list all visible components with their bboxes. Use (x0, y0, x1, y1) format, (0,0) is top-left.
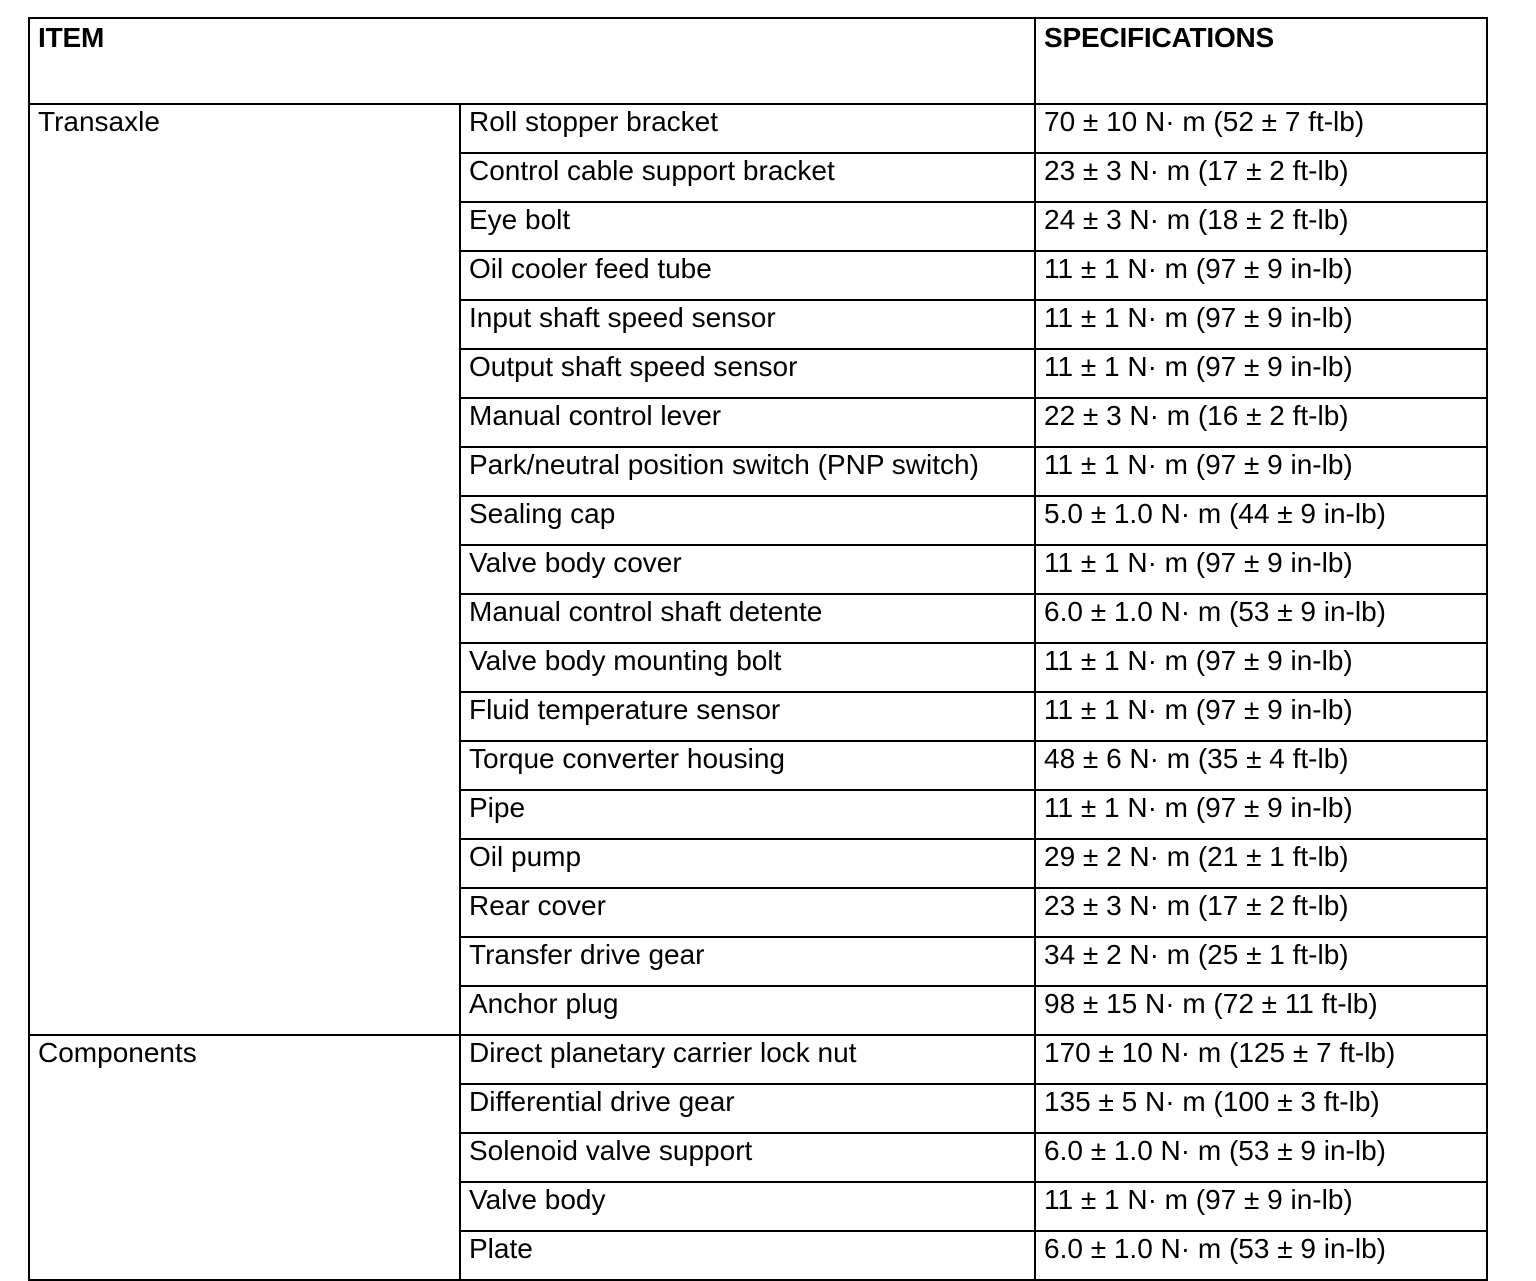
specification-cell: 6.0 ± 1.0 N· m (53 ± 9 in-lb) (1035, 1133, 1487, 1182)
specification-cell: 11 ± 1 N· m (97 ± 9 in-lb) (1035, 251, 1487, 300)
specification-cell: 6.0 ± 1.0 N· m (53 ± 9 in-lb) (1035, 1231, 1487, 1280)
part-name-cell: Differential drive gear (460, 1084, 1035, 1133)
table-row (29, 104, 1487, 153)
part-name-cell: Roll stopper bracket (460, 104, 1035, 153)
specification-cell: 34 ± 2 N· m (25 ± 1 ft-lb) (1035, 937, 1487, 986)
specification-cell: 11 ± 1 N· m (97 ± 9 in-lb) (1035, 692, 1487, 741)
specification-cell: 70 ± 10 N· m (52 ± 7 ft-lb) (1035, 104, 1487, 153)
item-header: ITEM (29, 18, 1035, 104)
header-row (29, 18, 1487, 104)
part-name-cell: Valve body (460, 1182, 1035, 1231)
table-row (29, 1035, 1487, 1084)
part-name-cell: Eye bolt (460, 202, 1035, 251)
specification-cell: 6.0 ± 1.0 N· m (53 ± 9 in-lb) (1035, 594, 1487, 643)
part-name-cell: Transfer drive gear (460, 937, 1035, 986)
specification-cell: 23 ± 3 N· m (17 ± 2 ft-lb) (1035, 888, 1487, 937)
part-name-cell: Plate (460, 1231, 1035, 1280)
group-label: Transaxle (29, 104, 460, 1035)
specification-cell: 5.0 ± 1.0 N· m (44 ± 9 in-lb) (1035, 496, 1487, 545)
specification-cell: 170 ± 10 N· m (125 ± 7 ft-lb) (1035, 1035, 1487, 1084)
part-name-cell: Direct planetary carrier lock nut (460, 1035, 1035, 1084)
specification-cell: 23 ± 3 N· m (17 ± 2 ft-lb) (1035, 153, 1487, 202)
part-name-cell: Control cable support bracket (460, 153, 1035, 202)
part-name-cell: Solenoid valve support (460, 1133, 1035, 1182)
table-body (29, 104, 1487, 1280)
part-name-cell: Park/neutral position switch (PNP switch) (460, 447, 1035, 496)
part-name-cell: Pipe (460, 790, 1035, 839)
part-name-cell: Output shaft speed sensor (460, 349, 1035, 398)
part-name-cell: Manual control shaft detente (460, 594, 1035, 643)
part-name-cell: Oil pump (460, 839, 1035, 888)
table-header (29, 18, 1487, 104)
specification-cell: 11 ± 1 N· m (97 ± 9 in-lb) (1035, 300, 1487, 349)
specification-cell: 48 ± 6 N· m (35 ± 4 ft-lb) (1035, 741, 1487, 790)
specification-cell: 11 ± 1 N· m (97 ± 9 in-lb) (1035, 790, 1487, 839)
part-name-cell: Input shaft speed sensor (460, 300, 1035, 349)
part-name-cell: Anchor plug (460, 986, 1035, 1035)
specifications-header: SPECIFICATIONS (1035, 18, 1487, 104)
part-name-cell: Oil cooler feed tube (460, 251, 1035, 300)
specification-cell: 22 ± 3 N· m (16 ± 2 ft-lb) (1035, 398, 1487, 447)
group-label: Components (29, 1035, 460, 1280)
part-name-cell: Rear cover (460, 888, 1035, 937)
specification-cell: 11 ± 1 N· m (97 ± 9 in-lb) (1035, 545, 1487, 594)
part-name-cell: Fluid temperature sensor (460, 692, 1035, 741)
specification-cell: 135 ± 5 N· m (100 ± 3 ft-lb) (1035, 1084, 1487, 1133)
torque-spec-table (28, 17, 1488, 1281)
specification-cell: 11 ± 1 N· m (97 ± 9 in-lb) (1035, 643, 1487, 692)
part-name-cell: Sealing cap (460, 496, 1035, 545)
part-name-cell: Manual control lever (460, 398, 1035, 447)
part-name-cell: Valve body cover (460, 545, 1035, 594)
part-name-cell: Valve body mounting bolt (460, 643, 1035, 692)
specification-cell: 29 ± 2 N· m (21 ± 1 ft-lb) (1035, 839, 1487, 888)
specification-cell: 11 ± 1 N· m (97 ± 9 in-lb) (1035, 349, 1487, 398)
specification-cell: 98 ± 15 N· m (72 ± 11 ft-lb) (1035, 986, 1487, 1035)
specification-cell: 11 ± 1 N· m (97 ± 9 in-lb) (1035, 1182, 1487, 1231)
part-name-cell: Torque converter housing (460, 741, 1035, 790)
specification-cell: 24 ± 3 N· m (18 ± 2 ft-lb) (1035, 202, 1487, 251)
specification-cell: 11 ± 1 N· m (97 ± 9 in-lb) (1035, 447, 1487, 496)
